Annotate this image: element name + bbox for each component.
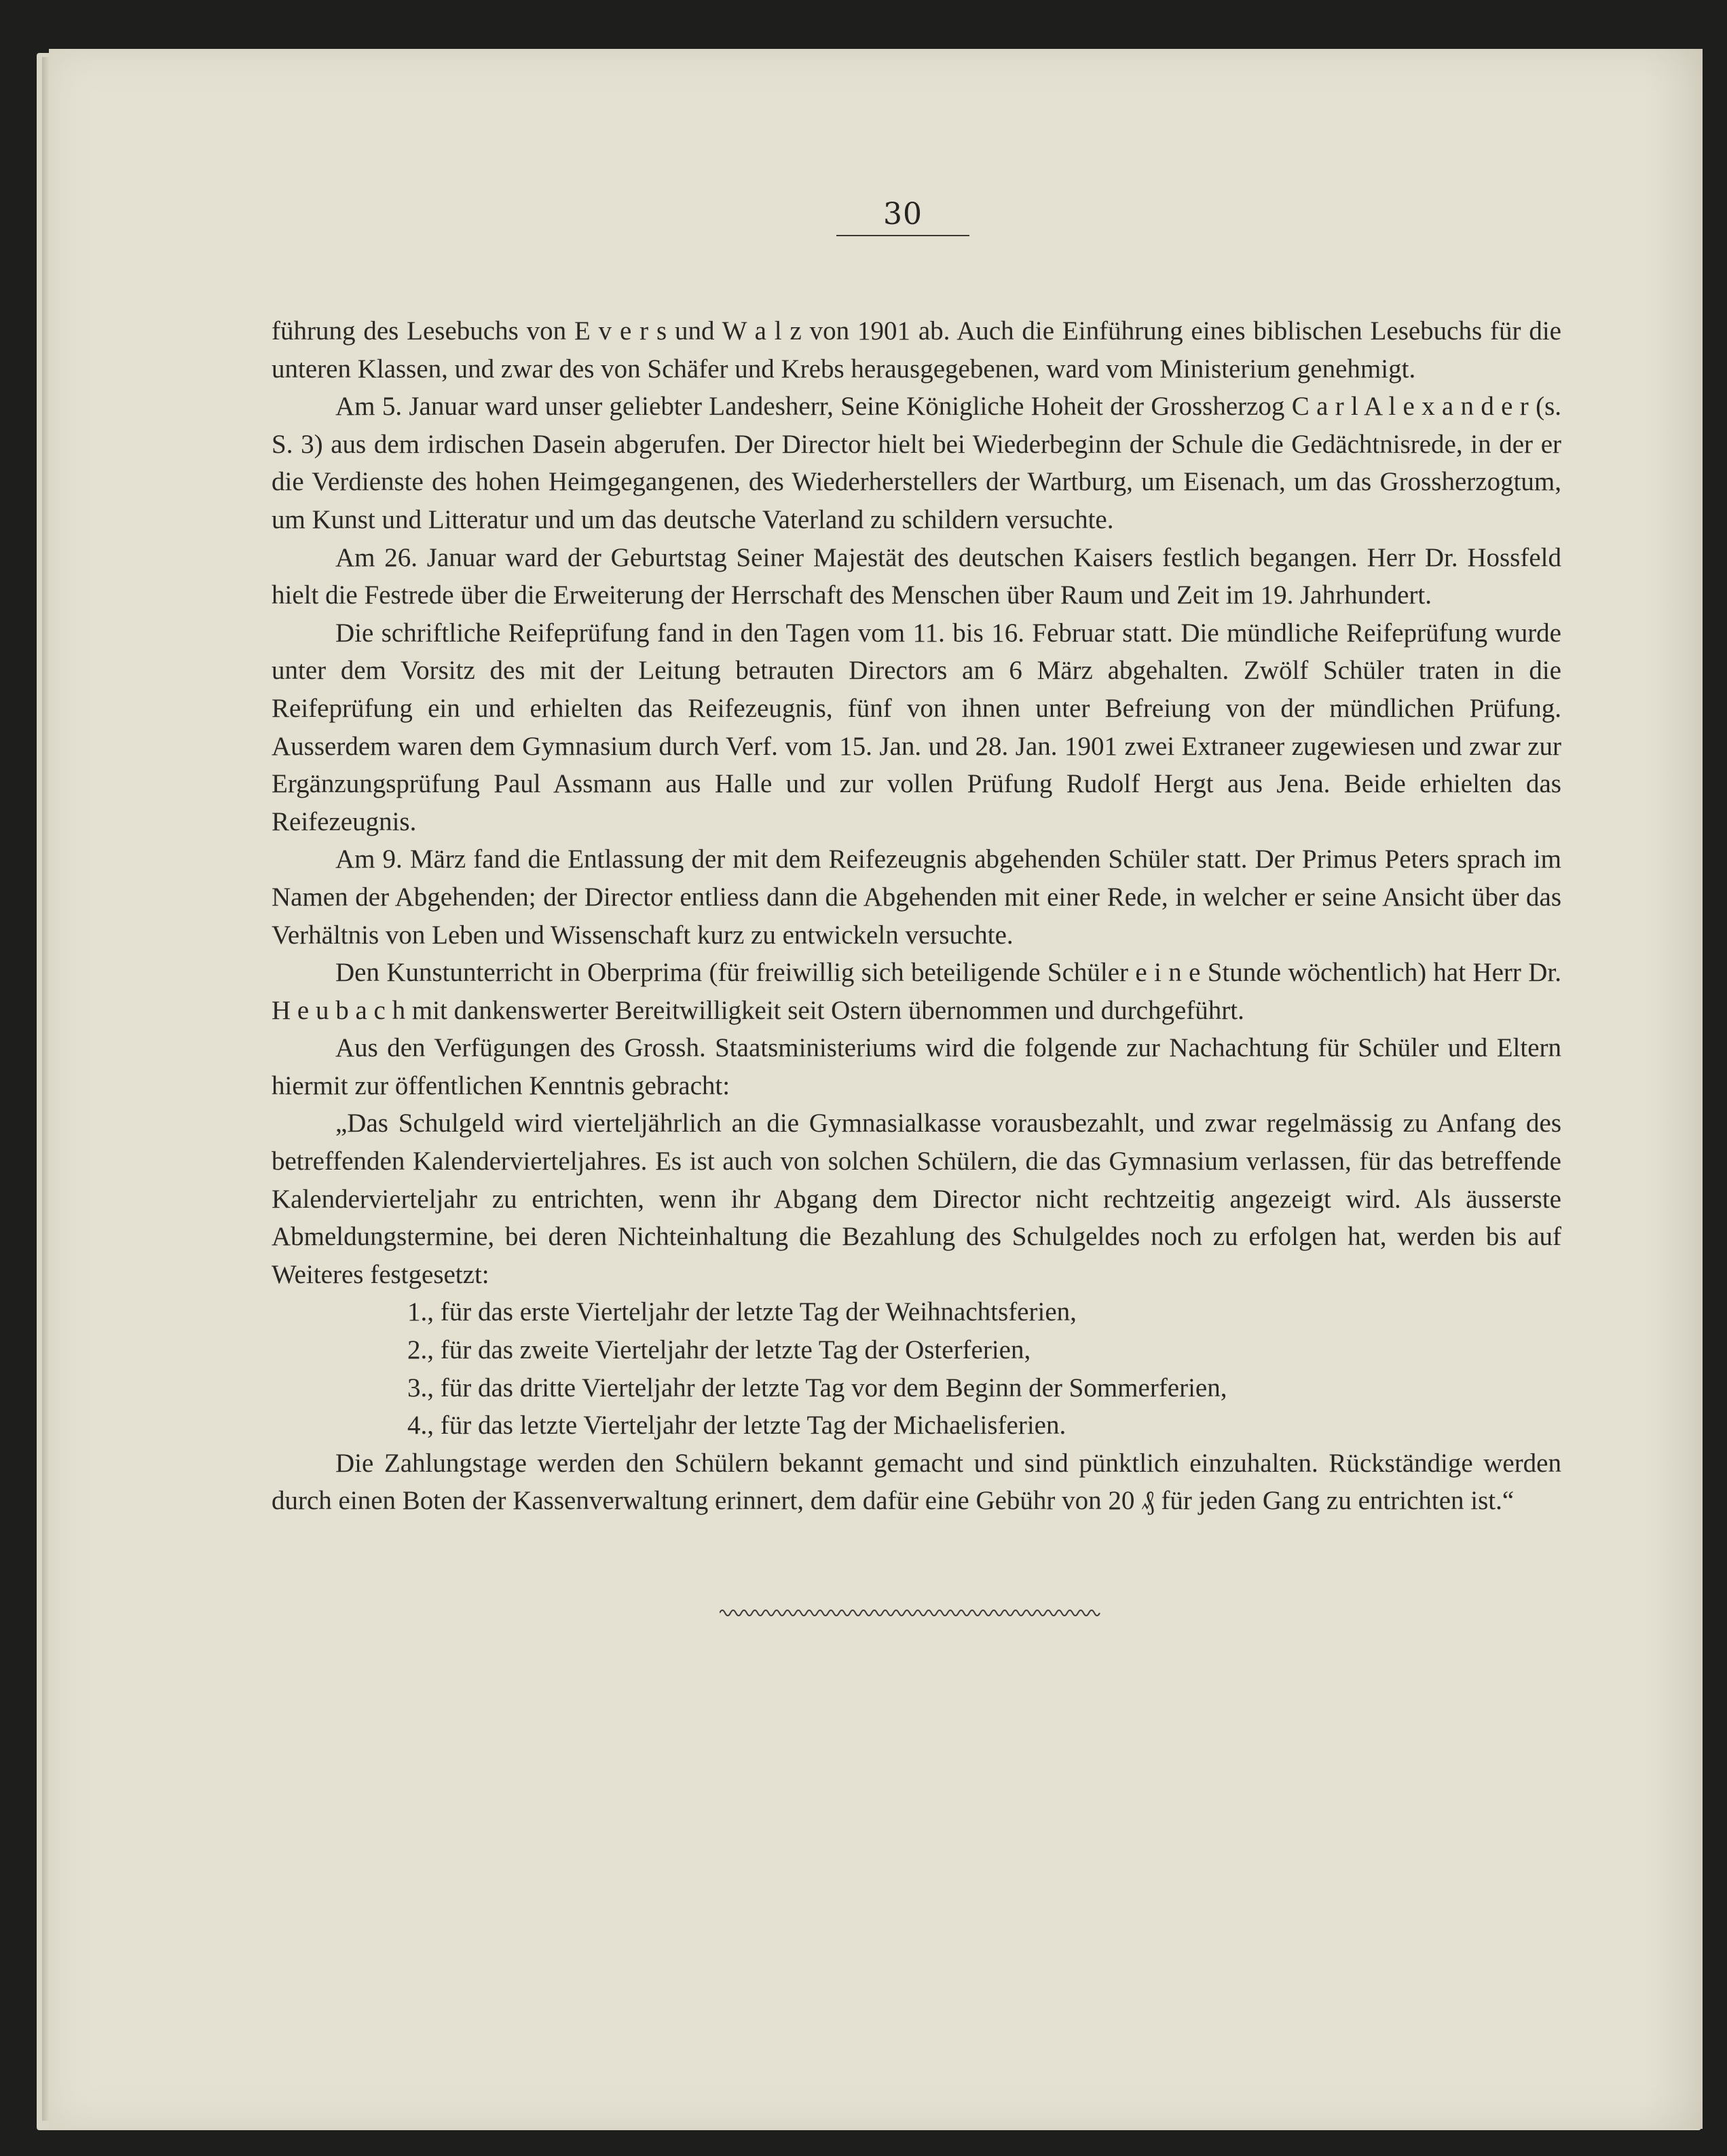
paragraph: Die schriftliche Reifeprüfung fand in den Tagen vom 11. bis 16. Februar statt. Die mündliche Reifeprüfung wurde unter dem Vorsitz des mit der Leitung betrauten Directors am 6 März abgehalten. Zwölf Schüler traten in die Reifeprüfung ein und erhielten das Reifezeugnis, fünf von ihnen unter Befreiung von der mündlichen Prüfung. Ausserdem waren dem Gymnasium durch Verf. vom 15. Jan. und 28. Jan. 1901 zwei Extraneer zugewiesen und zwar zur Ergänzungsprüfung Paul Assmann aus Halle und zur vollen Prüfung Rudolf Hergt aus Jena. Beide erhielten das Reifezeugnis. [272,618,1561,836]
list-item: 3., für das dritte Vierteljahr der letzte Tag vor dem Beginn der Sommerferien, [407,1373,1227,1402]
paragraph: Am 26. Januar ward der Geburtstag Seiner Majestät des deutschen Kaisers festlich begangen. Herr Dr. Hossfeld hielt die Festrede über die Erweiterung der Herrschaft des Menschen über Raum und Zeit im 19. Jahrhundert. [272,542,1561,610]
paragraph: Den Kunstunterricht in Oberprima (für freiwillig sich beteiligende Schüler e i n e Stunde wöchentlich) hat Herr Dr. H e u b a c h mit dankenswerter Bereitwilligkeit seit Ostern übernommen und durchgeführt. [272,958,1561,1025]
deadline-list [272,1293,1561,1444]
paragraph: Am 9. März fand die Entlassung der mit dem Reifezeugnis abgehenden Schüler statt. Der Primus Peters sprach im Namen der Abgehenden; der Director entliess dann die Abgehenden mit einer Rede, in welcher er seine Ansicht über das Verhältnis von Leben und Wissenschaft kurz zu entwickeln versuchte. [272,844,1561,950]
page-number: 30 [883,197,923,231]
list-item: 4., für das letzte Vierteljahr der letzte Tag der Michaelisferien. [407,1411,1066,1441]
page-number-rule [836,235,969,236]
paragraph: führung des Lesebuchs von E v e r s und W a l z von 1901 ab. Auch die Einführung eines biblischen Lesebuchs für die unteren Klassen, und zwar des von Schäfer und Krebs herausgegebenen, ward vom Ministerium genehmigt. [272,316,1561,384]
paragraph: „Das Schulgeld wird vierteljährlich an die Gymnasialkasse vorausbezahlt, und zwar regelmässig zu Anfang des betreffenden Kalendervierteljahres. Es ist auch von solchen Schülern, die das Gymnasium verlassen, für das betreffende Kalendervierteljahr zu entrichten, wenn ihr Abgang dem Director nicht rechtzeitig angezeigt wird. Als äusserste Abmeldungstermine, bei deren Nichteinhaltung die Bezahlung des Schulgeldes noch zu erfolgen hat, werden bis auf Weiteres festgesetzt: [272,1109,1561,1289]
paragraph: Aus den Verfügungen des Grossh. Staatsministeriums wird die folgende zur Nachachtung für Schüler und Eltern hiermit zur öffentlichen Kenntnis gebracht: [272,1033,1561,1100]
closing-paragraph: Die Zahlungstage werden den Schülern bekannt gemacht und sind pünktlich einzuhalten. Rückständige werden durch einen Boten der Kassenverwaltung erinnert, dem dafür eine Gebühr von 20 ₰ für jeden Gang zu entrichten ist.“ [272,1448,1561,1516]
page-stack-edge [42,57,49,2121]
page-fold-shading [1641,49,1703,2129]
wavy-rule-icon [720,1605,1101,1621]
list-item: 2., für das zweite Vierteljahr der letzte Tag der Osterferien, [407,1335,1031,1365]
body-text [272,312,1561,1520]
list-item: 1., für das erste Vierteljahr der letzte Tag der Weihnachtsferien, [407,1297,1077,1327]
paragraph: Am 5. Januar ward unser geliebter Landesherr, Seine Königliche Hoheit der Grossherzog C a r l A l e x a n d e r (s. S. 3) aus dem irdischen Dasein abgerufen. Der Director hielt bei Wiederbeginn der Schule die Gedächtnisrede, in der er die Verdienste des hohen Heimgegangenen, des Wiederherstellers der Wartburg, um Eisenach, um das Grossherzogtum, um Kunst und Litteratur und um das deutsche Vaterland zu schildern versuchte. [272,392,1561,534]
